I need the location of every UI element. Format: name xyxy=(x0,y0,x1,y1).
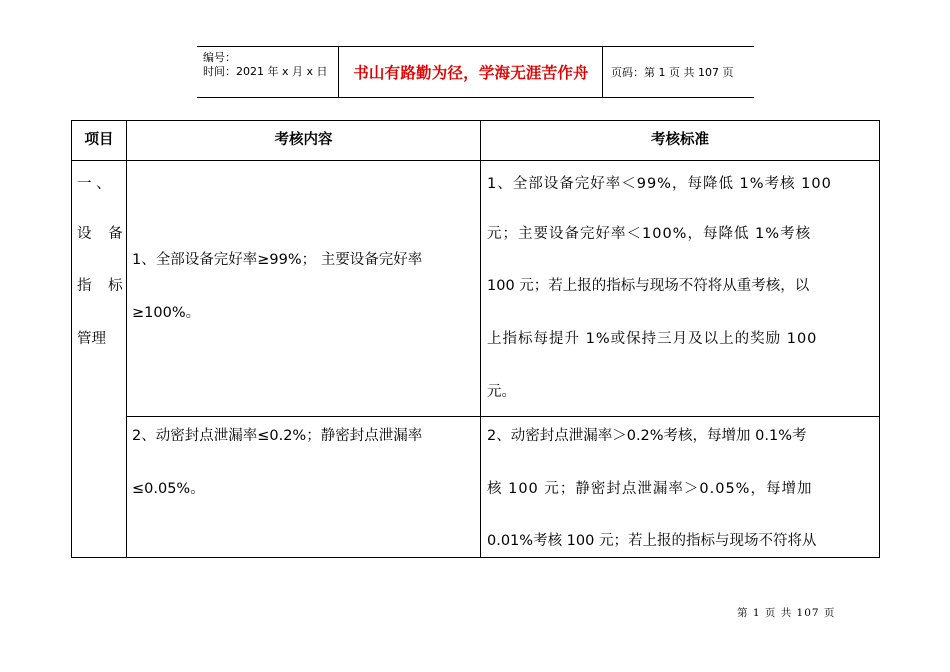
serial-label: 编号： xyxy=(203,51,236,64)
col-header-item: 项目 xyxy=(84,132,114,148)
header-motto: 书山有路勤为径，学海无涯苦作舟 xyxy=(340,47,603,97)
row2-content-line: ≤0.05%。 xyxy=(132,481,205,497)
item-label-line: 管理 xyxy=(77,331,106,347)
header-row-divider xyxy=(71,160,880,161)
col-header-content: 考核内容 xyxy=(274,132,333,148)
row1-standard-line: 100 元；若上报的指标与现场不符将从重考核，以 xyxy=(487,278,810,294)
item-label-line: 指 标 xyxy=(77,278,129,294)
page-footer: 第 1 页 共 107 页 xyxy=(737,607,836,619)
row2-standard-line: 核 100 元；静密封点泄漏率＞0.05%，每增加 xyxy=(487,481,813,497)
header-meta-cell xyxy=(197,47,339,97)
item-label-line: 一 、 xyxy=(77,176,111,192)
row-divider xyxy=(126,416,880,417)
row1-standard-line: 1、全部设备完好率＜99%，每降低 1%考核 100 xyxy=(487,176,832,192)
row1-content-line: ≥100%。 xyxy=(132,305,201,321)
table-border-top xyxy=(71,120,880,121)
date-line: 时间：2021 年 x 月 x 日 xyxy=(203,65,328,78)
row1-standard-line: 上指标每提升 1%或保持三月及以上的奖励 100 xyxy=(487,331,818,347)
row1-standard-line: 元。 xyxy=(487,384,516,400)
col-header-standard: 考核标准 xyxy=(651,132,709,148)
table-border-right xyxy=(879,120,880,558)
row1-standard-line: 元；主要设备完好率＜100%，每降低 1%考核 xyxy=(487,226,812,242)
column-divider-1 xyxy=(126,120,127,558)
running-header xyxy=(197,46,754,98)
header-page-info: 页码：第 1 页 共 107 页 xyxy=(611,66,734,79)
item-label-line: 设 备 xyxy=(77,226,129,242)
row2-content-line: 2、动密封点泄漏率≤0.2%；静密封点泄漏率 xyxy=(132,428,423,444)
column-divider-2 xyxy=(480,120,481,558)
row2-standard-line: 0.01%考核 100 元；若上报的指标与现场不符将从 xyxy=(487,533,817,549)
table-border-bottom xyxy=(71,557,880,558)
table-border-left xyxy=(71,120,72,558)
assessment-table xyxy=(71,120,880,558)
row2-standard-line: 2、动密封点泄漏率＞0.2%考核，每增加 0.1%考 xyxy=(487,428,807,444)
row1-content-line: 1、全部设备完好率≥99%； 主要设备完好率 xyxy=(132,252,423,268)
